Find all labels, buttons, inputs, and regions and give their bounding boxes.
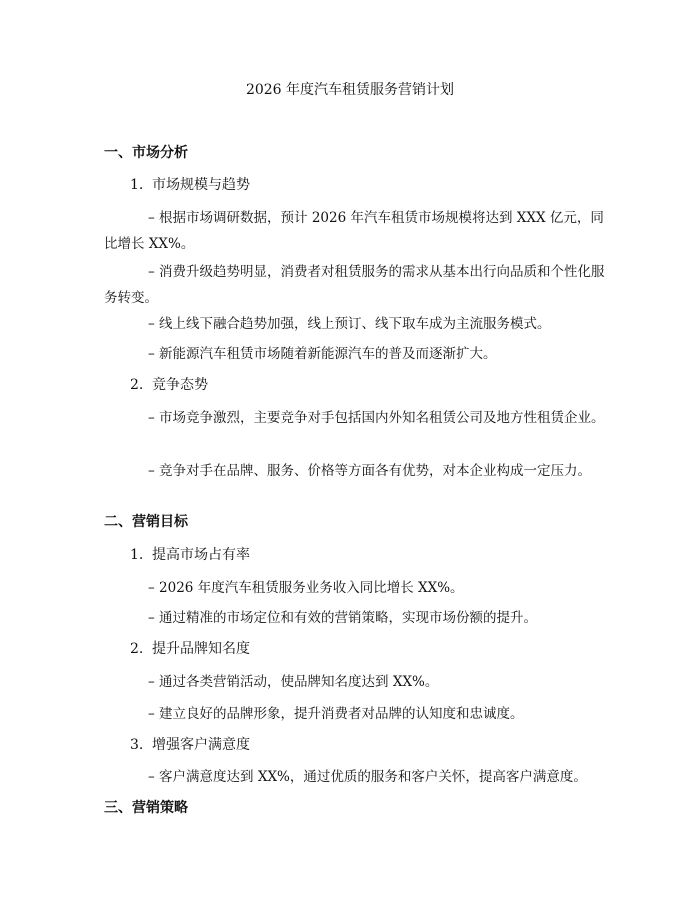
bullet-paragraph: – 新能源汽车租赁市场随着新能源汽车的普及而逐渐扩大。: [148, 346, 497, 362]
subsection-number: 1.: [130, 177, 144, 193]
section-heading-marketing-goals: 二、营销目标: [104, 514, 188, 530]
subsection-number: 2.: [130, 377, 144, 393]
subsection-label: 增强客户满意度: [152, 737, 250, 753]
subsection-customer-satisfaction: [130, 735, 250, 755]
subsection-number: 2.: [130, 641, 144, 657]
subsection-label: 提高市场占有率: [152, 547, 250, 563]
subsection-label: 竞争态势: [152, 377, 208, 393]
bullet-paragraph: – 2026 年度汽车租赁服务业务收入同比增长 XX%。: [148, 580, 464, 596]
bullet-paragraph: – 市场竞争激烈，主要竞争对手包括国内外知名租赁公司及地方性租赁企业。: [148, 410, 605, 426]
subsection-competition: [130, 375, 208, 395]
bullet-paragraph: – 建立良好的品牌形象，提升消费者对品牌的认知度和忠诚度。: [148, 706, 524, 722]
subsection-number: 1.: [130, 547, 144, 563]
section-heading-market-analysis: 一、市场分析: [104, 145, 188, 161]
bullet-paragraph: – 消费升级趋势明显，消费者对租赁服务的需求从基本出行向品质和个性化服务转变。: [104, 264, 605, 306]
bullet-paragraph: – 客户满意度达到 XX%，通过优质的服务和客户关怀，提高客户满意度。: [148, 769, 587, 785]
document-title: 2026 年度汽车租赁服务营销计划: [245, 82, 455, 98]
section-heading-marketing-strategy: 三、营销策略: [104, 800, 188, 816]
bullet-paragraph: – 通过各类营销活动，使品牌知名度达到 XX%。: [148, 674, 439, 690]
subsection-number: 3.: [130, 737, 144, 753]
bullet-paragraph: – 竞争对手在品牌、服务、价格等方面各有优势，对本企业构成一定压力。: [148, 463, 592, 479]
subsection-brand-awareness: [130, 639, 250, 659]
subsection-label: 市场规模与趋势: [152, 177, 250, 193]
bullet-paragraph: – 线上线下融合趋势加强，线上预订、线下取车成为主流服务模式。: [148, 316, 551, 332]
subsection-market-scale: [130, 175, 250, 195]
bullet-paragraph: – 根据市场调研数据，预计 2026 年汽车租赁市场规模将达到 XXX 亿元，同比增长 XX%。: [104, 210, 604, 252]
subsection-label: 提升品牌知名度: [152, 641, 250, 657]
bullet-paragraph: – 通过精准的市场定位和有效的营销策略，实现市场份额的提升。: [148, 610, 538, 626]
subsection-market-share: [130, 545, 250, 565]
